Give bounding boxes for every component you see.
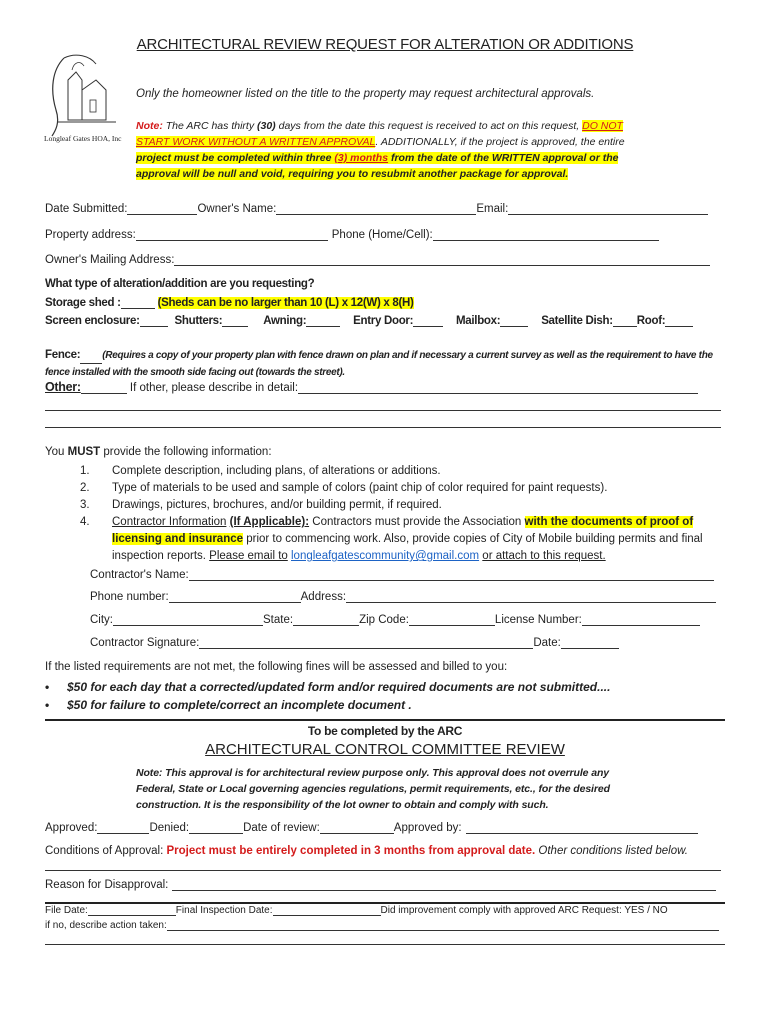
row-contractor-name [90,568,714,581]
state-field[interactable] [293,613,359,626]
shutters-label: Shutters: [174,315,223,327]
bullet-icon: • [45,698,50,712]
note-text: The ARC has thirty [165,120,255,132]
other-note-label: If other, please describe in detail: [129,382,299,394]
note-text: days from the date this request is received to act on this request, [278,120,580,132]
owners-name-field[interactable] [276,202,476,215]
contractor-name-label: Contractor's Name: [90,569,189,581]
row-conditions [45,845,688,857]
note-three-months: (3) months [334,152,389,164]
section-divider [45,902,725,904]
other-detail-field[interactable] [298,381,698,394]
fine-text: $50 for each day that a corrected/updated form and/or required documents are not submitted.... [67,680,611,694]
arc-completed-label: To be completed by the ARC [307,724,463,738]
did-comply-label: Did improvement comply with approved ARC Request: YES / NO [380,905,668,916]
list-item-number: 2. [80,482,90,494]
fence-field[interactable] [80,351,102,364]
contractor-name-field[interactable] [189,568,714,581]
row-contractor-city [90,613,700,626]
intro-text: Only the homeowner listed on the title to the property may request architectural approvals. [136,88,595,100]
conditions-required: Project must be entirely completed in 3 months from approval date. [166,845,536,857]
license-field[interactable] [582,613,700,626]
list-item-number: 3. [80,499,90,511]
signature-date-label: Date: [533,637,561,649]
review-date-field[interactable] [320,821,394,834]
fines-intro: If the listed requirements are not met, the following fines will be assessed and billed to you: [45,661,508,673]
awning-label: Awning: [263,315,307,327]
list-item-number: 1. [80,465,90,477]
note-text: from the date of the WRITTEN approval or the approval will be null and void, requiring you to resubmit another package for approval. [136,152,619,180]
storage-shed-field[interactable] [121,296,155,309]
bullet-icon: • [45,680,50,694]
row-contractor-signature [90,636,619,649]
email-link[interactable]: longleafgatescommunity@gmail.com [291,550,480,562]
if-no-field[interactable] [167,920,719,931]
awning-field[interactable] [306,314,340,327]
row-options [45,314,693,327]
conditions-other: Other conditions listed below. [538,845,688,857]
row-if-no [45,920,719,931]
contractor-info-label: Contractor Information [112,516,227,528]
review-date-label: Date of review: [243,822,320,834]
approved-field[interactable] [97,821,149,834]
date-submitted-label: Date Submitted: [45,203,128,215]
row-reason [45,878,716,891]
list-item-text: Type of materials to be used and sample of colors (paint chip of color required for paint requests). [112,482,608,494]
file-date-field[interactable] [88,905,176,916]
approved-by-field[interactable] [466,821,698,834]
page-title: ARCHITECTURAL REVIEW REQUEST FOR ALTERATION OR ADDITIONS [136,36,634,53]
requirements-intro [45,446,272,458]
if-applicable: (If Applicable): [229,516,310,528]
license-insurance-highlight: with the documents of proof of licensing and insurance [112,516,694,545]
city-field[interactable] [113,613,263,626]
storage-shed-label: Storage shed : [45,297,121,309]
state-label: State: [263,614,294,626]
contractor-address-label: Address: [300,591,347,603]
roof-label: Roof: [636,315,666,327]
row-file-date [45,905,668,916]
note-thirty: (30) [257,120,276,132]
if-no-label: if no, describe action taken: [45,920,167,931]
row-storage-shed [45,296,414,309]
other-label: Other: [45,380,81,394]
note-do-not-start: DO NOT START WORK WITHOUT A WRITTEN APPROVAL [136,120,623,148]
mailbox-field[interactable] [500,314,528,327]
note-text: project must be completed within three [136,152,332,164]
other-field[interactable] [81,381,127,394]
note-text: . ADDITIONALLY, if the project is approved, the entire [375,136,625,148]
date-submitted-field[interactable] [127,202,197,215]
req-must: MUST [67,446,101,458]
alteration-question: What type of alteration/addition are you requesting? [45,278,315,290]
conditions-line[interactable] [45,870,721,871]
contractor-phone-label: Phone number: [90,591,169,603]
logo-caption: Longleaf Gates HOA, Inc [44,134,122,143]
requirements-list [80,463,760,573]
license-label: License Number: [494,614,582,626]
screen-enclosure-label: Screen enclosure: [45,315,140,327]
other-detail-line[interactable] [45,427,721,428]
req-intro-text: provide the following information: [103,446,272,458]
hoa-logo [46,50,136,146]
final-inspection-field[interactable] [273,905,381,916]
screen-enclosure-field[interactable] [140,314,168,327]
shutters-field[interactable] [222,314,248,327]
phone-field[interactable] [433,228,659,241]
arc-heading: ARCHITECTURAL CONTROL COMMITTEE REVIEW [205,741,565,758]
file-date-label: File Date: [45,905,88,916]
fine-item [45,680,610,694]
row-mailing [45,253,710,266]
list-item-text [112,514,732,565]
req-intro-text: You [45,446,65,458]
contractor-phone-field[interactable] [169,590,301,603]
roof-field[interactable] [665,314,693,327]
fence-block [45,347,730,381]
satellite-dish-label: Satellite Dish: [541,315,613,327]
property-address-field[interactable] [136,228,328,241]
row-contractor-phone [90,590,716,603]
email-instruction: Please email to [209,550,288,562]
note-project-completion [136,152,618,180]
property-address-label: Property address: [45,229,136,241]
signature-field[interactable] [199,636,533,649]
row-date-owner-email [45,202,708,215]
fence-label: Fence: [45,349,81,361]
reason-label: Reason for Disapproval: [45,879,169,891]
row-other [45,380,698,394]
row-approval [45,821,698,834]
zip-label: Zip Code: [359,614,409,626]
denied-label: Denied: [149,822,190,834]
section-divider [45,719,725,721]
list-item-text: Drawings, pictures, brochures, and/or building permit, if required. [112,499,442,511]
list-item-text: Complete description, including plans, of alterations or additions. [112,465,441,477]
zip-field[interactable] [409,613,495,626]
note-label: Note: [136,120,163,132]
fine-text: $50 for failure to complete/correct an incomplete document . [67,698,412,712]
list-item-number: 4. [80,516,90,528]
email-instruction: or attach to this request. [482,550,606,562]
signature-label: Contractor Signature: [90,637,200,649]
signature-date-field[interactable] [561,636,619,649]
other-detail-line[interactable] [45,410,721,411]
entry-door-field[interactable] [413,314,443,327]
mailbox-label: Mailbox: [456,315,501,327]
email-label: Email: [476,203,509,215]
arc-note: Note: This approval is for architectural review purpose only. This approval does not overrule any Federal, State or Local governing agencies regulations, permit requirements, etc., for the desired construction. It is the responsibility of the lot owner to obtain and comply with such. [136,767,610,811]
satellite-dish-field[interactable] [613,314,637,327]
owners-name-label: Owner's Name: [197,203,277,215]
phone-label: Phone (Home/Cell): [331,229,433,241]
reason-field[interactable] [172,878,716,891]
email-field[interactable] [508,202,708,215]
shed-size-note: (Sheds can be no larger than 10 (L) x 12(W) x 8(H) [157,297,414,309]
contractor-address-field[interactable] [346,590,716,603]
city-label: City: [90,614,113,626]
note-block [136,118,646,182]
contractor-info-text: prior to commencing work. Also, provide copies of City of Mobile building permits and final inspection reports. [112,533,703,562]
mailing-address-field[interactable] [174,253,710,266]
action-line[interactable] [45,944,725,945]
fine-item [45,698,412,712]
denied-field[interactable] [189,821,243,834]
approved-label: Approved: [45,822,98,834]
approved-by-label: Approved by: [393,822,462,834]
mailing-address-label: Owner's Mailing Address: [45,254,175,266]
final-inspection-label: Final Inspection Date: [175,905,273,916]
contractor-info-text: Contractors must provide the Association [312,516,522,528]
conditions-label: Conditions of Approval: [45,845,164,857]
row-property-phone [45,228,659,241]
fence-note: (Requires a copy of your property plan with fence drawn on plan and if necessary a current survey as well as the requirement to have the fence installed with the smooth side facing out (towards the street). [45,350,713,378]
entry-door-label: Entry Door: [353,315,414,327]
